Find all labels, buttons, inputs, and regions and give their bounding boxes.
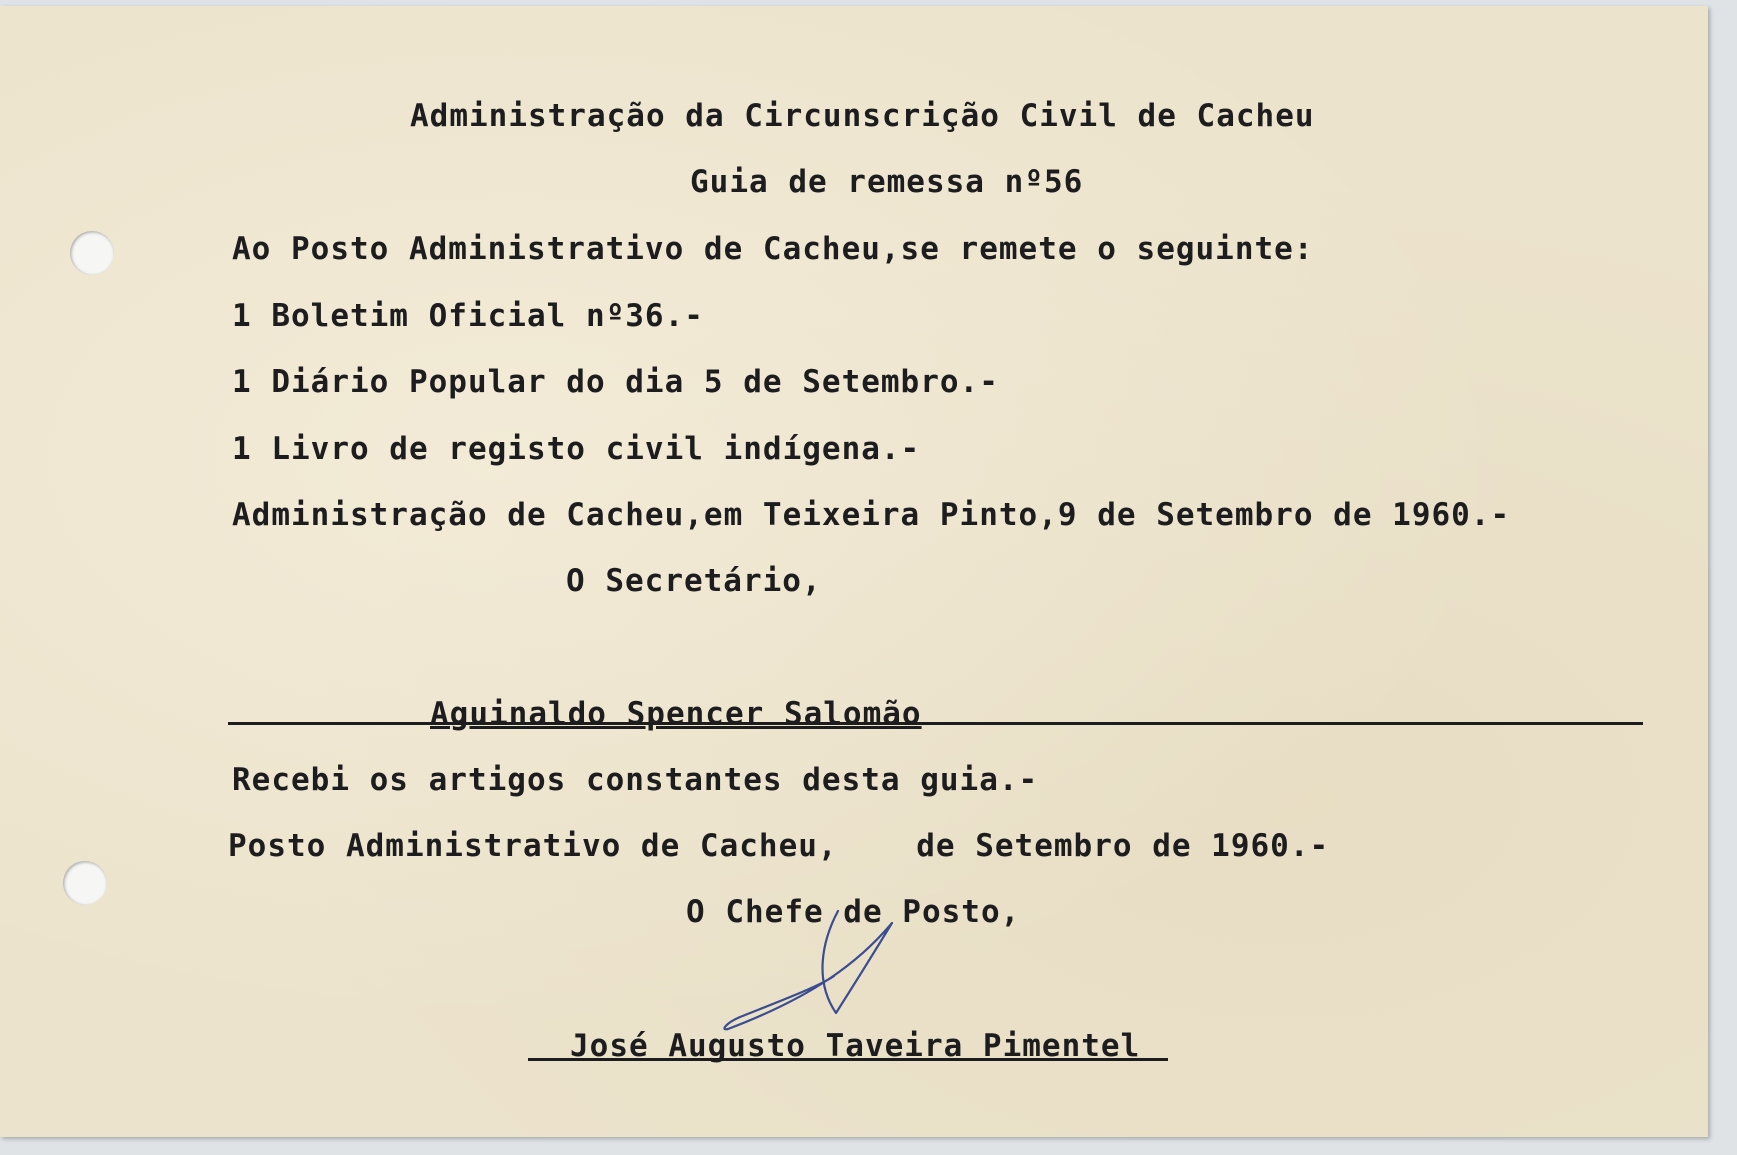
document-header: Administração da Circunscrição Civil de Cacheu (410, 98, 1315, 134)
secretary-title: O Secretário, (566, 563, 822, 599)
intro-line: Ao Posto Administrativo de Cacheu,se remete o seguinte: (232, 231, 1314, 267)
chief-name: José Augusto Taveira Pimentel (570, 1028, 1141, 1064)
receipt-place-date: Posto Administrativo de Cacheu, de Setembro de 1960.- (228, 828, 1330, 864)
list-item: 1 Livro de registo civil indígena.- (232, 431, 921, 467)
list-item: 1 Boletim Oficial nº36.- (232, 298, 704, 334)
list-item: 1 Diário Popular do dia 5 de Setembro.- (232, 364, 999, 400)
handwritten-signature (710, 881, 930, 1031)
place-date-line: Administração de Cacheu,em Teixeira Pinto,9 de Setembro de 1960.- (232, 497, 1511, 533)
secretary-name: Aguinaldo Spencer Salomão (430, 696, 922, 732)
document-page (0, 6, 1708, 1137)
receipt-text: Recebi os artigos constantes desta guia.- (232, 762, 1039, 798)
punch-hole-bottom (63, 861, 107, 905)
punch-hole-top (70, 231, 114, 275)
document-subtitle: Guia de remessa nº56 (690, 164, 1084, 200)
chief-title: O Chefe de Posto, (686, 894, 1021, 930)
